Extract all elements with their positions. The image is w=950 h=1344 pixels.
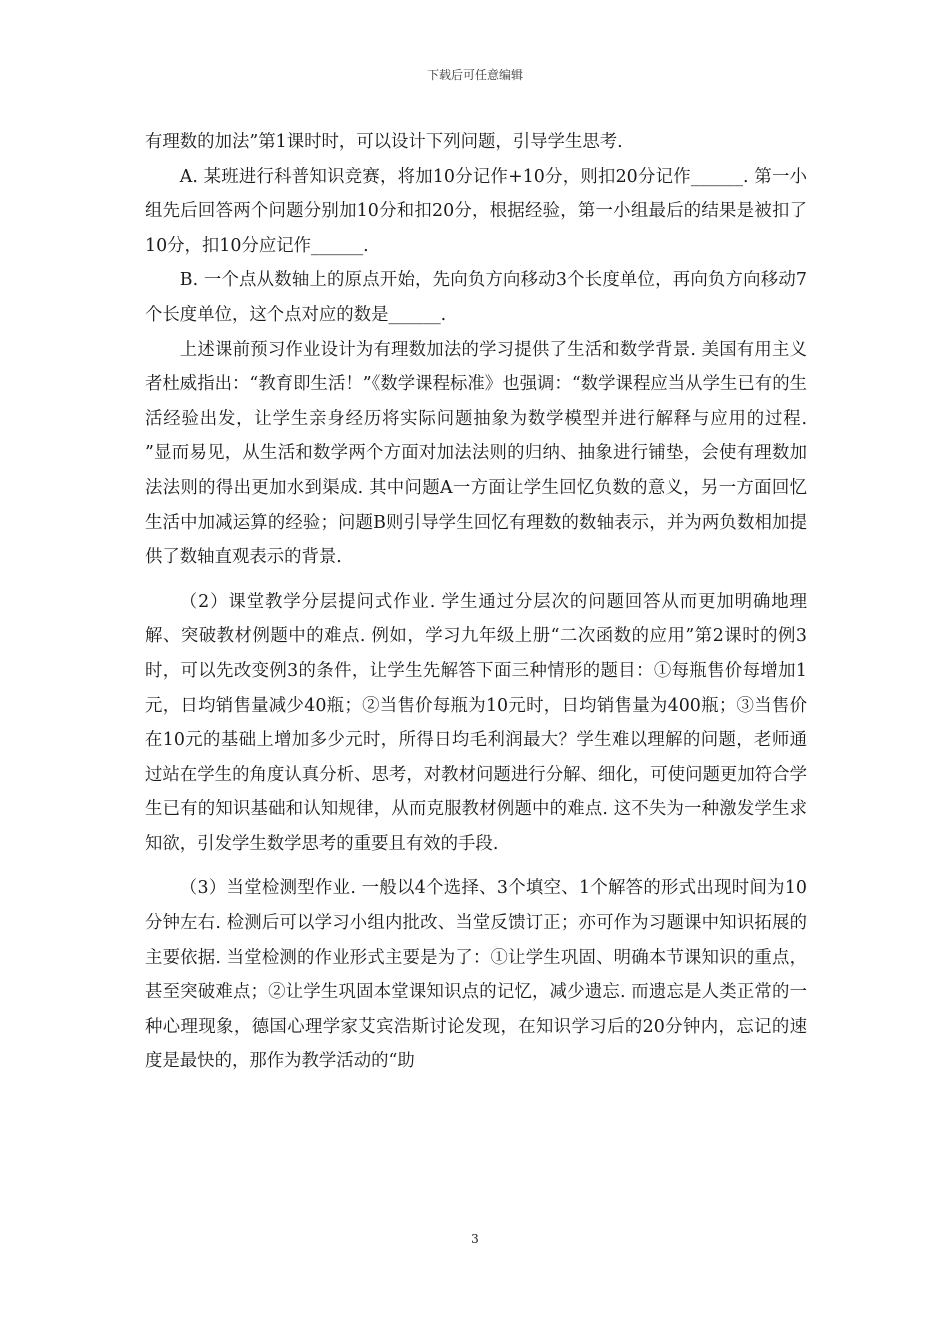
- paragraph-continuation: 有理数的加法”第1课时时，可以设计下列问题，引导学生思考.: [145, 132, 623, 152]
- paragraph-question-b: B. 一个点从数轴上的原点开始，先向负方向移动3个长度单位，再向负方向移动7个长度单位，这个点对应的数是______.: [145, 270, 807, 325]
- paragraph-question-a: A. 某班进行科普知识竞赛，将加10分记作+10分，则扣20分记作______. 第一小组先后回答两个问题分别加10分和扣20分，根据经验，第一小组最后的结果是被扣了10分，扣10分应记作______.: [145, 166, 807, 256]
- document-body: [145, 125, 807, 1079]
- paragraph-section-2: （2）课堂教学分层提问式作业. 学生通过分层次的问题回答从而更加明确地理解、突破教材例题中的难点. 例如，学习九年级上册“二次函数的应用”第2课时的例3时，可以先改变例3的条件，让学生先解答下面三种情形的题目：①每瓶售价每增加1元，日均销售量减少40瓶；②当售价每瓶为10元时，日均销售量为400瓶；③当售价在10元的基础上增加多少元时，所得日均毛利润最大？学生难以理解的问题，老师通过站在学生的角度认真分析、思考，对教材问题进行分解、细化，可使问题更加符合学生已有的知识基础和认知规律，从而克服教材例题中的难点. 这不失为一种激发学生求知欲，引发学生数学思考的重要且有效的手段.: [145, 591, 807, 854]
- page-header: 下载后可任意编辑: [426, 68, 523, 82]
- paragraph-section-3: （3）当堂检测型作业. 一般以4个选择、3个填空、1个解答的形式出现时间为10分钟左右. 检测后可以学习小组内批改、当堂反馈订正；亦可作为习题课中知识拓展的主要依据. 当堂检测的作业形式主要是为了：①让学生巩固、明确本节课知识的重点，甚至突破难点；②让学生巩固本堂课知识点的记忆，减少遗忘. 而遗忘是人类正常的一种心理现象，德国心理学家艾宾浩斯讨论发现，在知识学习后的20分钟内，忘记的速度是最快的，那作为教学活动的“助: [145, 878, 807, 1072]
- paragraph-analysis: 上述课前预习作业设计为有理数加法的学习提供了生活和数学背景. 美国有用主义者杜威指出：“教育即生活！”《数学课程标准》也强调：“数学课程应当从学生已有的生活经验出发，让学生亲身经历将实际问题抽象为数学模型并进行解释与应用的过程. ”显而易见，从生活和数学两个方面对加法法则的归纳、抽象进行铺垫，会使有理数加法法则的得出更加水到渠成. 其中问题A一方面让学生回忆负数的意义，另一方面回忆生活中加减运算的经验；问题B则引导学生回忆有理数的数轴表示，并为两负数相加提供了数轴直观表示的背景.: [145, 339, 807, 568]
- page-number: 3: [471, 1232, 479, 1246]
